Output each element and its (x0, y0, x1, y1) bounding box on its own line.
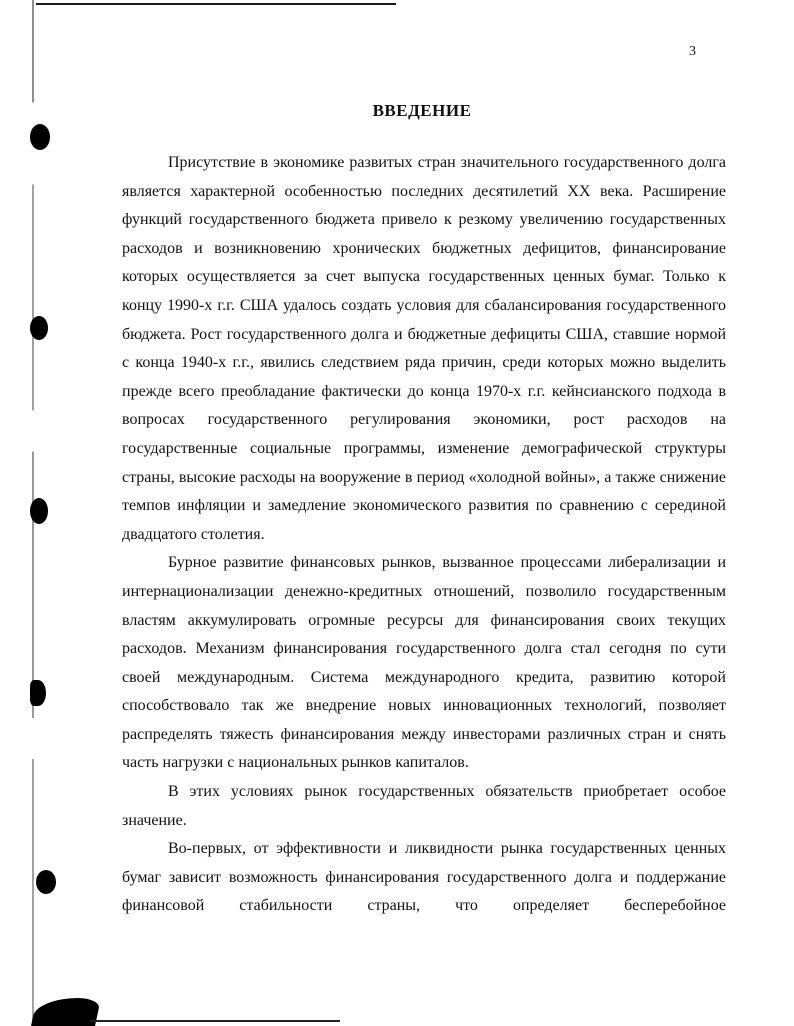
scan-artifact-top-line (36, 3, 396, 5)
paragraph: В этих условиях рынок государственных обязательств приобретает особое значение. (122, 783, 726, 829)
scan-artifact-bottom-line (90, 1020, 340, 1022)
paragraph: Бурное развитие финансовых рынков, вызванное процессами либерализации и интернационализации денежно-кредитных отношений, позволило государственным властям аккумулировать огромные ресурсы для финансирования своих текущих расходов. Механизм финансирования государственного долга стал сегодня по сути своей международным. Система международного кредита, развитию которой способствовало так же внедрение новых инновационных технологий, позволяет распределять тяжесть финансирования между инвесторами различных стран и снять часть нагрузки с национальных рынков капиталов. (122, 554, 726, 772)
page-number: 3 (689, 44, 696, 59)
page-title: ВВЕДЕНИЕ (372, 101, 472, 120)
paragraph: Во-первых, от эффективности и ликвидности рынка государственных ценных бумаг зависит возможность финансирования государственного долга и поддержание финансовой стабильности страны, что определяет бесперебойное (122, 840, 726, 915)
paragraph: Присутствие в экономике развитых стран значительного государственного долга является характерной особенностью последних десятилетий XX века. Расширение функций государственного бюджета привело к резкому увеличению государственных расходов и возникновению хронических бюджетных дефицитов, финансирование которых осуществляется за счет выпуска государственных ценных бумаг. Только к концу 1990-х г.г. США удалось создать условия для сбалансирования государственного бюджета. Рост государственного долга и бюджетные дефициты США, ставшие нормой с конца 1940-х г.г., явились следствием ряда причин, среди которых можно выделить прежде всего преобладание фактически до конца 1970-х г.г. кейнсианского подхода в вопросах государственного регулирования экономики, рост расходов на государственные социальные программы, изменение демографической структуры страны, высокие расходы на вооружение в период «холодной войны», а также снижение темпов инфляции и замедление экономического развития по сравнению с серединой двадцатого столетия. (122, 154, 726, 543)
binder-hole-mark (30, 124, 50, 150)
binder-hole-mark (30, 316, 48, 340)
binder-hole-mark (30, 680, 46, 706)
binder-hole-mark (30, 498, 48, 524)
document-body (122, 149, 726, 921)
binder-hole-mark (36, 870, 56, 894)
